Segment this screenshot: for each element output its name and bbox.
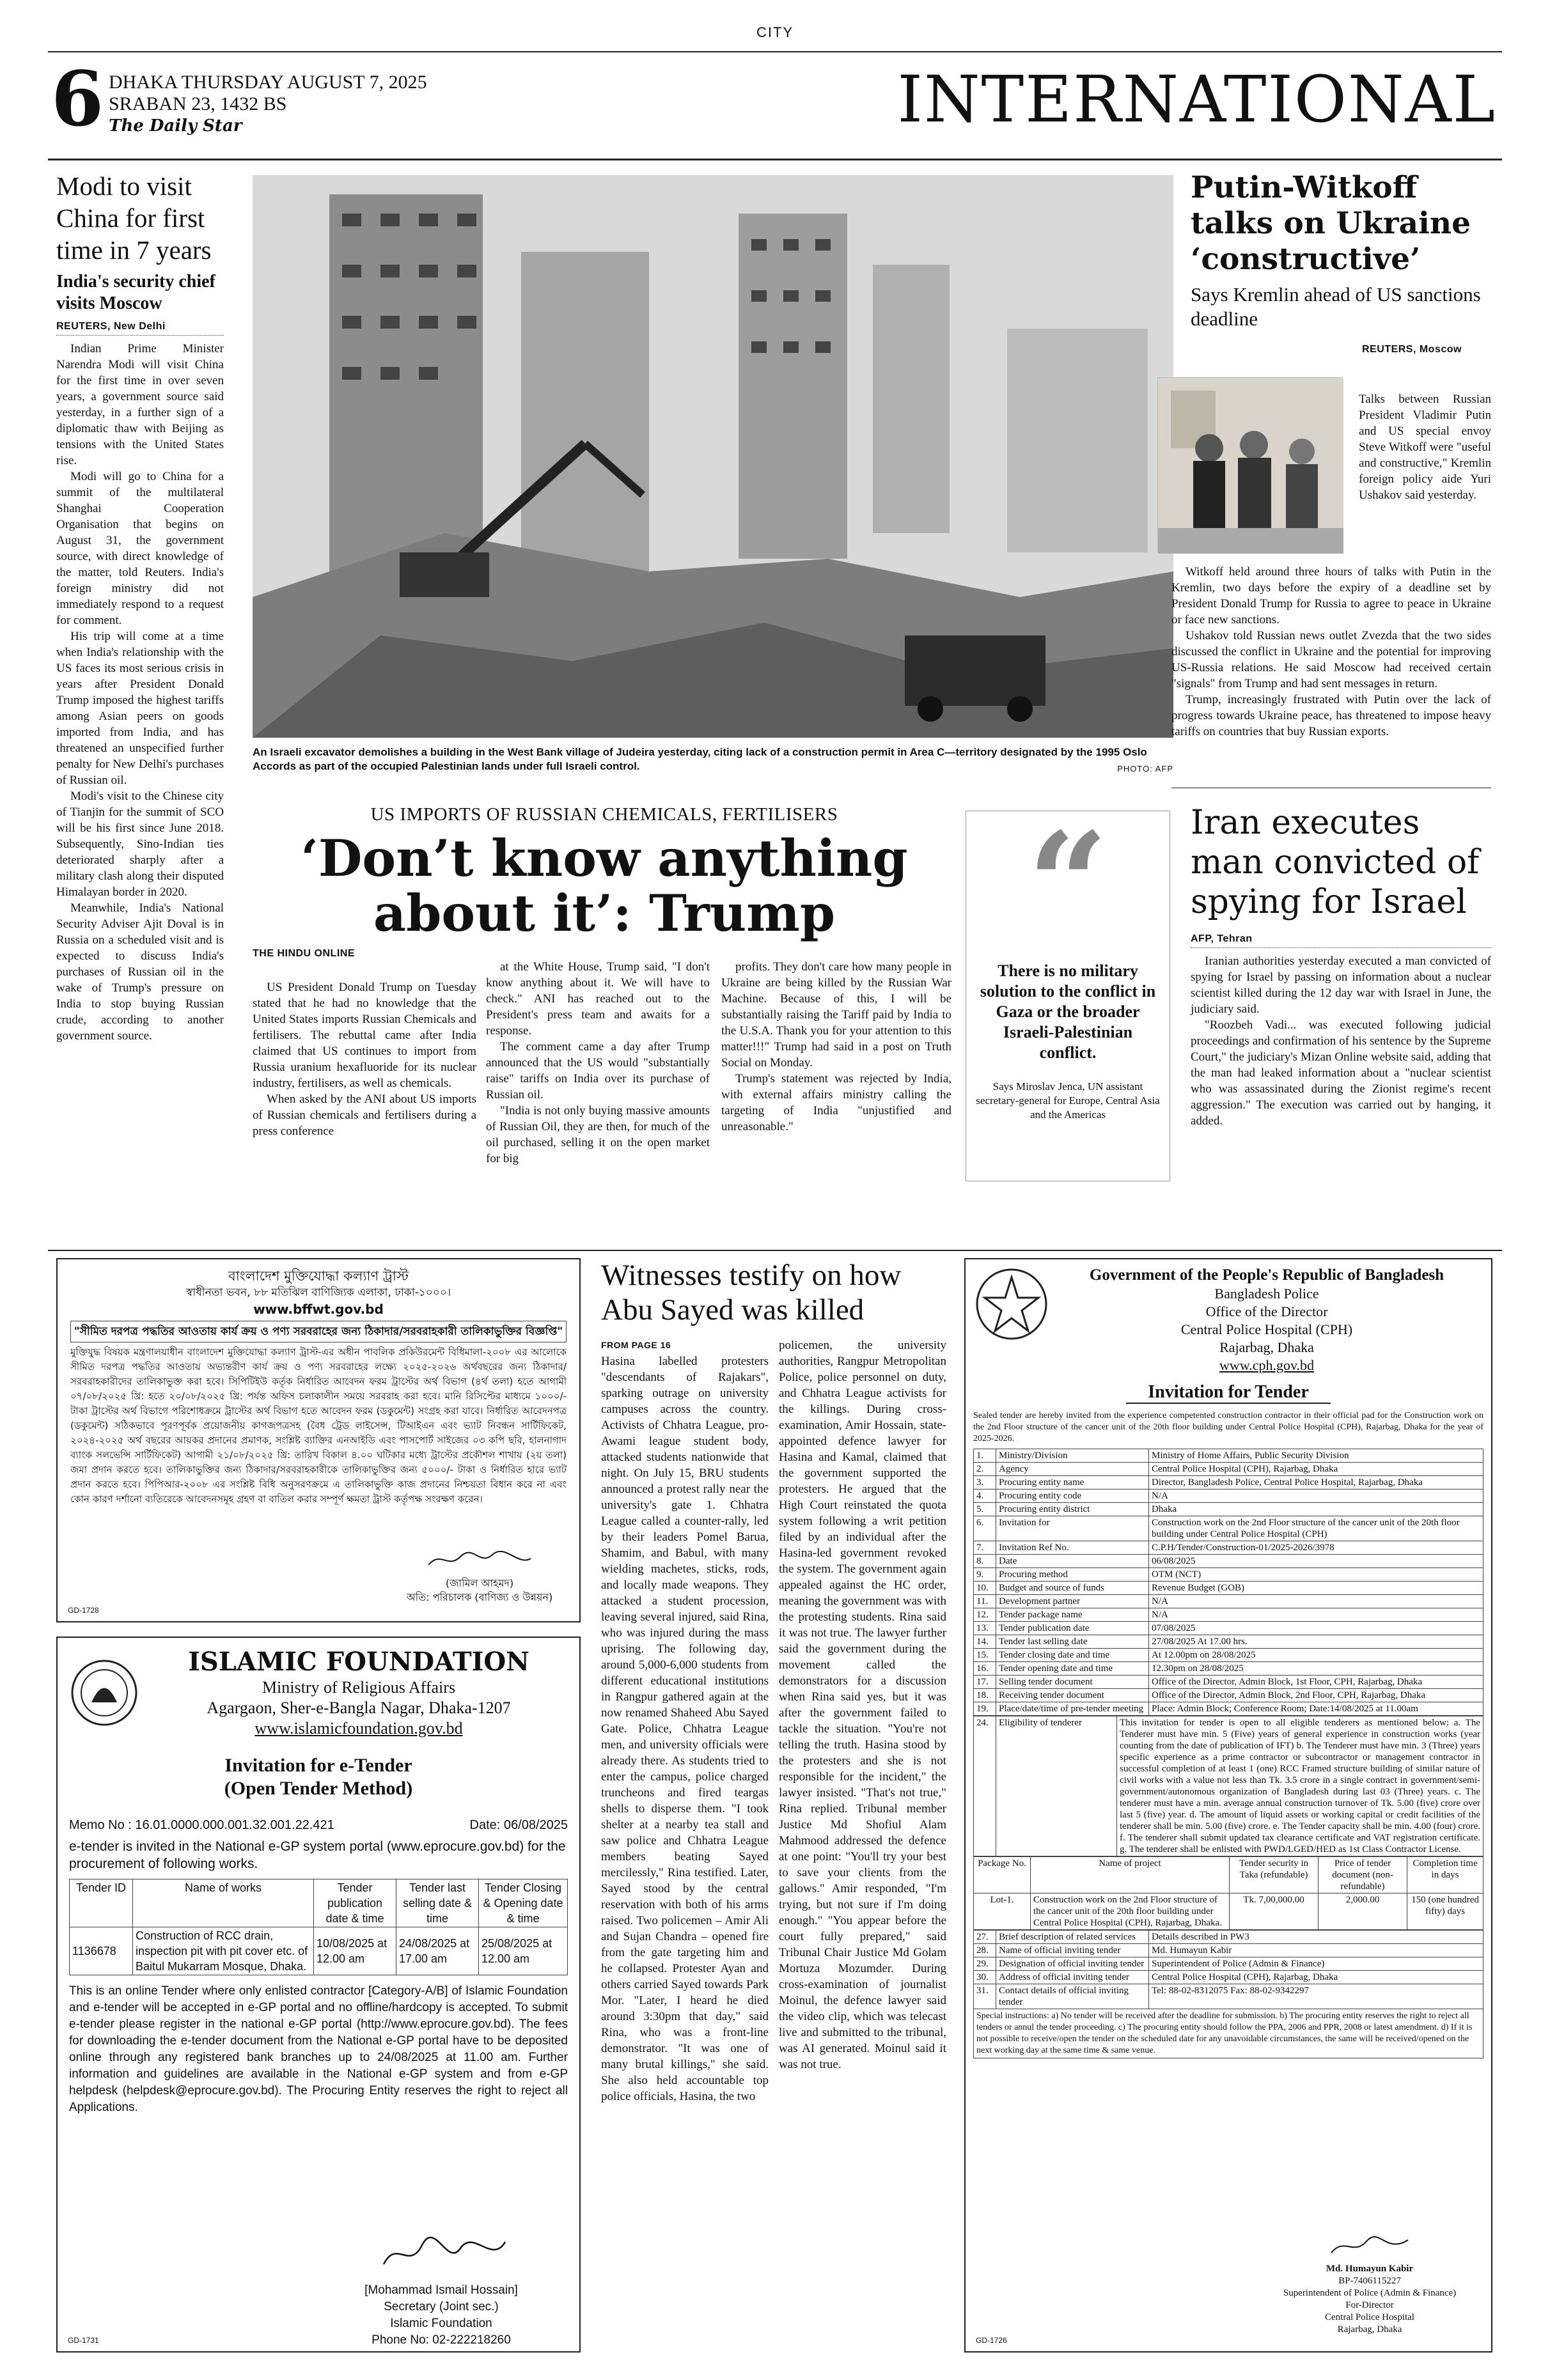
table-cell: 24/08/2025 at 17.00 am	[396, 1927, 479, 1975]
table-cell: 10/08/2025 at 12.00 am	[314, 1927, 396, 1975]
row-label: Agency	[996, 1463, 1149, 1476]
putin-body	[1171, 564, 1491, 740]
paragraph: Talks between Russian President Vladimir Putin and US special envoy Steve Witkoff were "useful and constructive," Kremlin foreign policy aide Yuri Ushakov said yesterday.	[1359, 393, 1491, 502]
ad-place: Rajarbag, Dhaka	[1219, 1339, 1314, 1355]
paragraph: Modi's visit to the Chinese city of Tianjin for the summit of SCO will be his first since June 2018. Subsequently, Sino-Indian ties deteriorated sharply after a military clash along their disputed Himalayan border in 2020.	[56, 789, 224, 899]
ad-police-hospital	[964, 1258, 1492, 2353]
sig-place: Rajarbag, Dhaka	[1337, 2324, 1402, 2335]
row-label: Date	[996, 1555, 1149, 1568]
row-label: Ministry/Division	[996, 1449, 1149, 1463]
quote-text: There is no military solution to the conflict in Gaza or the broader Israeli-Palestinian conflict.	[980, 961, 1156, 1062]
row-label: Place/date/time of pre-tender meeting	[996, 1702, 1149, 1716]
header-rule	[48, 159, 1502, 160]
row-label: Procuring entity name	[996, 1476, 1149, 1489]
ad-website: www.islamicfoundation.gov.bd	[254, 1719, 463, 1738]
table-header: Tender Closing & Opening date & time	[479, 1879, 568, 1927]
trump-column-2	[486, 959, 710, 1167]
table-header: Completion time in days	[1407, 1857, 1483, 1894]
table-row	[974, 1984, 1483, 2009]
sig-bp: BP-7406115227	[1338, 2276, 1401, 2286]
table-row	[974, 1541, 1483, 1555]
table-row	[974, 1555, 1483, 1568]
row-value: Ministry of Home Affairs, Public Security Division	[1149, 1449, 1483, 1463]
table-row	[974, 1702, 1483, 1716]
headline-line-2: about it’: Trump	[373, 883, 836, 943]
top-rule	[48, 51, 1502, 52]
article-byline: AFP, Tehran	[1191, 933, 1253, 944]
paragraph: Hasina labelled protesters "descendants of Rajakars", sparking outrage on university campuses across the country. Activists of Chhatra League, pro-Awami league student body, attacked students nationwide that night. On July 15, BRU students announced a protest rally near the university's gate 1. Chhatra League called a counter-rally, led by their leaders Pomel Barua, Shamim, and Babul, with many wielding machetes, sticks, rods, and locally made weapons. They attacked a student procession, leaving several injured, said Rina, who was injured during the mass uprising. The following day, around 5,000-6,000 students from different educational institutions in Rangpur gathered again at the now renamed Shaheed Abu Sayed Gate. Police, Chhatra League men, and university officials were already there. As students tried to enter the campus, police charged truncheons and fired teargas shells to disperse them. "I took shelter at a nearby tea stall and saw police and Chhatra League members beating Sayed mercilessly," Rina testified. Later, Sayed stood by the central reservation with both of his arms raised. Two policemen – Amir Ali and Sujan Chandra – opened fire from the gate targeting him and he collapsed. Protester Ayan and others carried Sayed towards Park Mor. "Later, I heard he died around 3:30pm that day," said Rina, who was a front-line demonstrator. "It was one of many brutal killings," she said. She also held accountable top police officials, Hasina, the two	[601, 1355, 769, 2103]
lower-section-rule	[48, 1250, 1502, 1251]
table-row	[974, 1449, 1483, 1463]
ad-islamic-foundation	[56, 1637, 581, 2353]
table-row	[974, 1463, 1483, 1476]
paragraph: The comment came a day after Trump announced that the US would "substantially raise" tariffs on India over its purchase of Russian oil.	[486, 1040, 710, 1101]
paragraph: US President Donald Trump on Tuesday stated that he had no knowledge that the United States imports Russian Chemicals and fertilisers. The rebuttal came after India claimed that US continues to import from Russia uranium hexafluoride for its nuclear industry, fertilisers, as well as chemicals.	[253, 981, 476, 1090]
quote-attribution: Says Miroslav Jenca, UN assistant secretary-general for Europe, Central Asia and the Americas	[976, 1080, 1160, 1121]
row-value: At 12.00pm on 28/08/2025	[1149, 1649, 1483, 1662]
article-title: Iran executes man convicted of spying for Israel	[1191, 804, 1480, 921]
ad-intro: e-tender is invited in the National e-GP system portal (www.eprocure.gov.bd) for the procurement of following works.	[69, 1839, 566, 1871]
photo-credit: PHOTO: AFP	[1117, 764, 1173, 774]
paragraph: policemen, the university authorities, Rangpur Metropolitan Police, police personnel on duty, and Chhatra League activists for the killings. During cross-examination, Amir Hossain, state-appointed defence lawyer for Hasina and Kamal, claimed that the government supported the protesters. He argued that the High Court reinstated the quota system following a writ petition filed by an individual after the Hasina-led government revoked the system. The government again appealed against the HC order, meaning the government was with the protesting students. Rina said it was not true. The lawyer further said the government during the movement called the demonstrators for a discussion when Rina said yes, but it was after the government failed to tackle the situation. "You're not telling the truth. Hasina stood by the protesters and she is not responsible for the incident," the lawyer insisted. "That's not true," Rina replied. Tribunal member Justice Md Shofiul Alam Mahmood addressed the defence at one point: "You'll try your best to save your clients from the gallows." Amir responded, "I'm trying, but not sure if I'm doing enough." "You appear before the court fully prepared," said Tribunal Chair Justice Md Golam Mortuza Mozumder. During cross-examination of journalist Moinul, the defence lawyer said the video clip, which was telecast live and submitted to the tribunal, was AI generated. Moinul said it was not true.	[779, 1339, 946, 2071]
meeting-photo-illustration	[1158, 378, 1343, 554]
ad-heading: "সীমিত দরপত্র পদ্ধতির আওতায় কার্য ক্রয় ও পণ্য সরবরাহের জন্য ঠিকাদার/সরবরাহকারী তালিকাভুক্তির বিজ্ঞপ্তি"	[70, 1321, 567, 1342]
ad-bangla-trust	[56, 1258, 581, 1622]
row-number: 24.	[974, 1716, 996, 1856]
table-row	[974, 1635, 1483, 1649]
paragraph: Witkoff held around three hours of talks with Putin in the Kremlin, two days before the expiry of a deadline set by President Donald Trump for Russia to agree to peace in Ukraine or face new sanctions.	[1171, 565, 1491, 626]
section-label-city: CITY	[756, 24, 794, 40]
table-row	[974, 1894, 1483, 1930]
table-header: Price of tender document (non-refundable)	[1319, 1857, 1407, 1894]
row-value: Revenue Budget (GOB)	[1149, 1582, 1483, 1595]
row-number: 13.	[974, 1622, 996, 1635]
table-cell: 1136678	[70, 1927, 133, 1975]
sig-name: Md. Humayun Kabir	[1326, 2264, 1414, 2274]
trump-column-1	[253, 979, 476, 1139]
row-label: Contact details of official inviting tender	[996, 1984, 1149, 2009]
table-header: Tender security in Taka (refundable)	[1230, 1857, 1319, 1894]
gd-code: GD-1726	[976, 2336, 1007, 2345]
sig-title: Secretary (Joint sec.)	[384, 2300, 499, 2314]
table-header-row	[70, 1879, 568, 1927]
ad-address: স্বাধীনতা ভবন, ৮৮ মতিঝিল বাণিজ্যিক এলাকা, ঢাকা-১০০০।	[185, 1286, 451, 1299]
row-number: 18.	[974, 1689, 996, 1702]
row-number: 14.	[974, 1635, 996, 1649]
article-title: Modi to visit China for first time in 7 years	[56, 171, 212, 265]
table-cell: 25/08/2025 at 12.00 am	[479, 1927, 568, 1975]
table-row	[974, 1622, 1483, 1635]
ad-title: Invitation for Tender	[1126, 1382, 1331, 1404]
article-iran	[1191, 803, 1491, 1129]
paragraph: Meanwhile, India's National Security Adviser Ajit Doval is in Russia on a scheduled visit and is expected to discuss India's purchases of Russian oil in the wake of Trump's pressure on India to stop buying Russian crude, according to another government source.	[56, 901, 224, 1043]
table-row	[974, 1662, 1483, 1676]
table-header: Tender publication date & time	[314, 1879, 396, 1927]
eligibility-text: This invitation for tender is open to all eligible tenderers as mentioned below: a. The Tenderer must have min. 5 (Five) years of general experience in construction works (year counting from the date of publication of IFT) b. The Tenderer must have min. 3 (Three) years specific experience as a prime contractor or subcontractor or management contractor in successful completion of at least 1 (one) RCC Framed structure building of similar nature of civil works with a value not less than Tk. 3.5 crore in a single contract in government/semi-government/autonomous organization of Bangladesh during last 03 (Three) years. c. The tenderer must have a min. average annual construction turnover of Tk. 5.00 (five) crore over last 5 (five) year. d. The amount of liquid assets or working capital or credit facilities of the tenderer shall be min. 5.00 (five) crore. e. The Tender capacity shall be min. 4.00 (four) crore. f. The tenderer shall submit updated tax clearance certificate and VAT registration certificate. g. The tenderer shall be enlisted with PWD/LGED/HED as 1st Class Contractor License.	[1117, 1716, 1483, 1856]
official-table	[973, 1930, 1483, 2009]
table-row	[974, 1489, 1483, 1503]
article-trump	[253, 804, 956, 960]
row-label: Procuring entity code	[996, 1489, 1149, 1503]
row-value: 07/08/2025	[1149, 1622, 1483, 1635]
memo-date: Date: 06/08/2025	[469, 1818, 568, 1832]
ad-gov: Government of the People's Republic of Bangladesh	[1089, 1266, 1444, 1284]
ad-org-name: বাংলাদেশ মুক্তিযোদ্ধা কল্যাণ ট্রাস্ট	[228, 1268, 409, 1284]
table-cell: Construction of RCC drain, inspection pit with pit cover etc. of Baitul Mukarram Mosque, Dhaka.	[133, 1927, 314, 1975]
memo-number: Memo No : 16.01.0000.000.001.32.001.22.421	[69, 1818, 334, 1832]
table-header: Tender last selling date & time	[396, 1879, 479, 1927]
row-value: Tel: 88-02-8312075 Fax: 88-02-9342297	[1149, 1984, 1483, 2009]
table-header: Name of project	[1031, 1857, 1230, 1894]
row-value: N/A	[1149, 1595, 1483, 1608]
row-value: Office of the Director, Admin Block, 2nd Floor, CPH, Rajarbag, Dhaka	[1149, 1689, 1483, 1702]
ad-method: (Open Tender Method)	[224, 1778, 413, 1799]
paragraph: Indian Prime Minister Narendra Modi will visit China for the first time in over seven years, a government source said yesterday, in a further sign of a diplomatic thaw with Beijing as tensions with the United States rise.	[56, 342, 224, 467]
row-label: Procuring entity district	[996, 1503, 1149, 1516]
row-label: Designation of official inviting tender	[996, 1957, 1149, 1971]
row-value: 06/08/2025	[1149, 1555, 1483, 1568]
ad-ministry: Ministry of Religious Affairs	[262, 1678, 456, 1697]
ad-org-name: ISLAMIC FOUNDATION	[188, 1647, 529, 1677]
row-label: Development partner	[996, 1595, 1149, 1608]
putin-witkoff-photo	[1157, 377, 1343, 553]
signature-scribble	[422, 1547, 537, 1573]
islamic-foundation-logo	[69, 1658, 139, 1728]
row-label: Receiving tender document	[996, 1689, 1149, 1702]
row-number: 19.	[974, 1702, 996, 1716]
row-number: 6.	[974, 1516, 996, 1541]
row-number: 11.	[974, 1595, 996, 1608]
row-number: 3.	[974, 1476, 996, 1489]
table-row	[974, 1503, 1483, 1516]
putin-lead-column	[1359, 391, 1491, 503]
gd-code: GD-1728	[68, 1606, 99, 1615]
paragraph: His trip will come at a time when India's relationship with the US faces its most serious crisis in years after President Donald Trump imposed the highest tariffs among Asian peers on goods imported from India, and has threatened an unspecified further penalty for New Delhi's purchases of Russian oil.	[56, 630, 224, 787]
row-value: Place: Admin Block; Conference Room; Date:14/08/2025 at 11.00am	[1149, 1702, 1483, 1716]
row-label: Brief description of related services	[996, 1931, 1149, 1944]
article-byline: REUTERS, New Delhi	[56, 321, 166, 332]
table-row	[974, 1944, 1483, 1957]
sig-org: Islamic Foundation	[390, 2317, 492, 2330]
row-number: 15.	[974, 1649, 996, 1662]
special-instructions: Special instructions: a) No tender will be received after the deadline for submission. b) The procuring entity reserves the right to reject all tenders or annul the tender proceeding. c) The procuring entity should follow the PPA, 2006 and PPR, 2008 or latest amendment. d) If it is not possible to receive/open the tender on the scheduled date for any unavoidable circumstances, the same will be received/opened on the next working day at the same time & same venue.	[973, 2009, 1483, 2058]
article-title: Putin-Witkoff talks on Ukraine ‘constructive’	[1191, 170, 1471, 277]
row-label: Selling tender document	[996, 1676, 1149, 1689]
photo-caption	[253, 745, 1173, 776]
ad-office: Office of the Director	[1205, 1303, 1328, 1319]
article-title: Witnesses testify on how Abu Sayed was killed	[601, 1259, 902, 1326]
row-value: Construction work on the 2nd Floor structure of the cancer unit of the 20th floor building under Central Police Hospital (CPH)	[1149, 1516, 1483, 1541]
row-label: Tender closing date and time	[996, 1649, 1149, 1662]
paragraph: at the White House, Trump said, "I don't know anything about it. We will have to check." ANI has reached out to the President's press team and awaits for a response.	[486, 960, 710, 1038]
row-number: 16.	[974, 1662, 996, 1676]
section-title: INTERNATIONAL	[897, 62, 1496, 137]
table-cell: Lot-1.	[974, 1894, 1031, 1930]
sig-title: Superintendent of Police (Admin & Finance)	[1283, 2288, 1457, 2298]
masthead-logo: The Daily Star	[109, 116, 242, 136]
row-label: Invitation Ref No.	[996, 1541, 1149, 1555]
table-header: Package No.	[974, 1857, 1031, 1894]
row-label: Tender publication date	[996, 1622, 1149, 1635]
row-value: 12.30pm on 28/08/2025	[1149, 1662, 1483, 1676]
paragraph: When asked by the ANI about US imports of Russian chemicals and fertilisers during a press conference	[253, 1093, 476, 1138]
table-row	[974, 1582, 1483, 1595]
table-cell: 2,000.00	[1319, 1894, 1407, 1930]
article-modi	[56, 170, 224, 1044]
row-value: Details described in PW3	[1149, 1931, 1483, 1944]
table-row	[974, 1716, 1483, 1856]
dateline-date: DHAKA THURSDAY AUGUST 7, 2025	[109, 72, 427, 93]
row-number: 29.	[974, 1957, 996, 1971]
row-label: Tender last selling date	[996, 1635, 1149, 1649]
table-row	[974, 1676, 1483, 1689]
paragraph: Ushakov told Russian news outlet Zvezda that the two sides discussed the conflict in Ukraine and the potential for improving US-Russia relations. He said Moscow had received certain "signals" from Trump and had sent messages in return.	[1171, 629, 1491, 690]
row-value: Superintendent of Police (Admin & Finance)	[1149, 1957, 1483, 1971]
ad-intro: Sealed tender are hereby invited from the experience competented construction contractor in their official pad for the Construction work on the 2nd Floor structure of the cancer unit of the 20th floor building under Central Police Hospital (CPH), Rajarbag, Dhaka for the year of 2025-2026.	[973, 1411, 1483, 1443]
row-value: Dhaka	[1149, 1503, 1483, 1516]
row-number: 2.	[974, 1463, 996, 1476]
paragraph: Trump's statement was rejected by India, with external affairs ministry calling the targeting of India "unjustified and unreasonable."	[721, 1072, 951, 1133]
row-value: Central Police Hospital (CPH), Rajarbag, Dhaka	[1149, 1463, 1483, 1476]
eligibility-table	[973, 1716, 1483, 1856]
ad-website: www.cph.gov.bd	[1219, 1357, 1315, 1373]
dateline-bangla-date: SRABAN 23, 1432 BS	[109, 93, 287, 114]
table-cell: 150 (one hundred fifty) days	[1407, 1894, 1483, 1930]
row-label: Tender opening date and time	[996, 1662, 1149, 1676]
row-label: Tender package name	[996, 1608, 1149, 1622]
row-number: 17.	[974, 1676, 996, 1689]
table-row	[974, 1931, 1483, 1944]
table-header: Tender ID	[70, 1879, 133, 1927]
row-label: Address of official inviting tender	[996, 1971, 1149, 1984]
row-number: 28.	[974, 1944, 996, 1957]
table-header: Name of works	[133, 1879, 314, 1927]
ad-body: মুক্তিযুদ্ধ বিষয়ক মন্ত্রণালয়াধীন বাংলাদেশ মুক্তিযোদ্ধা কল্যাণ ট্রাস্ট-এর অধীন পাবলিক প্রকিউরমেন্ট বিধিমালা-২০০৮ এর আলোকে সীমিত দরপত্র পদ্ধতির আওতায় অভ্যন্তরীণ কার্য ক্রয় ও পণ্য সরবরাহের লক্ষ্যে ২০২৫-২০২৬ অর্থবছরের জন্য ঠিকাদার/সরবরাহকারীদের তালিকাভুক্ত করা হবে। সিপিটিইউ কর্তৃক নির্ধারিত আবেদন ফরম ট্রাস্টের অর্থ বিভাগ (৪র্থ তলা) হতে আগামী ০৭/০৮/২০২৫ খ্রি: হতে ২০/০৮/২০২৫ খ্রি: পর্যন্ত অফিস চলাকালীন সময়ে সরবরাহ করা হবে। মানি রিসিপ্টের মাধ্যমে ১০০০/- টাকা ট্রাস্টের অর্থ বিভাগে পরিশোধক্রমে ট্রাস্টের অর্থ বিভাগ হতে আবেদন ফরম (ডকুমেন্ট) সংগ্রহ করা যাবে। নির্ধারিত আবেদনপত্র (ডকুমেন্ট) সঠিকভাবে পূরণপূর্বক প্রয়োজনীয় কাগজপত্রসহ (বৈধ ট্রেড লাইসেন্স, টিআইএন এবং ভ্যাট নিবন্ধন সার্টিফিকেট, ২০২৪-২০২৫ অর্থ বছরের আয়কর প্রদানের প্রমাণক, সংশ্লিষ্ট ব্যাক্তির এনআইডি এবং পাসপোর্ট সাইজের ০৩ কপি ছবি, হালনাগাদ ব্যাংক সলভেন্সি সার্টিফিকেট) আগামী ২১/০৮/২০২৫ খ্রি: তারিখ বিকাল ৪.০০ ঘটিকার মধ্যে ট্রাস্টের প্রকৌশল শাখায় (২য় তলা) জমা প্রদান করতে হবে। তালিকাভুক্তির জন্য ঠিকাদার/সরবরাহকারীকে তালিকাভুক্তির জন্য ৫০০০/- টাকা ও নির্ধারিত হারে ভ্যাট প্রদান করতে হবে। পিপিআর-২০০৮ এর সংশ্লিষ্ট বিধি অনুসরণক্রমে এ তালিকাভুক্তি কাজ প্রদানের নিশ্চয়তা বিধান করে না এবং কোন কারণ দর্শানো ব্যতিরেকে আবেদনসমূহ গ্রহণ বা বাতিল করার সম্পূর্ণ ক্ষমতা ট্রাস্ট কর্তৃপক্ষ সংরক্ষণ করেন।	[70, 1346, 567, 1505]
article-subtitle: India's security chief visits Moscow	[56, 272, 215, 313]
row-number: 27.	[974, 1931, 996, 1944]
sig-phone: Phone No: 02-222218260	[372, 2333, 511, 2347]
table-row	[974, 1649, 1483, 1662]
paragraph: profits. They don't care how many people in Ukraine are being killed by the Russian War Machine. Because of this, I will be substantially raising the Tariff paid by India to the U.S.A. Thank you for your attention to this matter!!!" Trump had said in a post on Truth Social on Monday.	[721, 960, 951, 1069]
ad-invitation: Invitation for e-Tender	[224, 1755, 412, 1776]
paragraph: Modi will go to China for a summit of the multilateral Shanghai Cooperation Organisation that begins on August 31, the government source, with direct knowledge of the matter, told Reuters. India's foreign ministry did not immediately respond to a request for comment.	[56, 470, 224, 627]
article-witness	[601, 1258, 946, 1327]
row-number: 12.	[974, 1608, 996, 1622]
row-label: Procuring method	[996, 1568, 1149, 1582]
row-value: N/A	[1149, 1608, 1483, 1622]
sig-name: [Mohammad Ismail Hossain]	[364, 2283, 518, 2297]
row-value: Central Police Hospital (CPH), Rajarbag, Dhaka	[1149, 1971, 1483, 1984]
paragraph: "India is not only buying massive amounts of Russian Oil, they are then, for much of the oil purchased, selling it on the open market for big	[486, 1104, 710, 1165]
table-header-row	[974, 1857, 1483, 1894]
table-cell: Tk. 7,00,000.00	[1230, 1894, 1319, 1930]
row-number: 7.	[974, 1541, 996, 1555]
row-number: 31.	[974, 1984, 996, 2009]
row-number: 1.	[974, 1449, 996, 1463]
ad-address: Agargaon, Sher-e-Bangla Nagar, Dhaka-1207	[207, 1699, 511, 1717]
table-row	[974, 1957, 1483, 1971]
main-photo	[253, 175, 1173, 738]
row-number: 4.	[974, 1489, 996, 1503]
row-number: 9.	[974, 1568, 996, 1582]
row-label: Invitation for	[996, 1516, 1149, 1541]
article-kicker: US IMPORTS OF RUSSIAN CHEMICALS, FERTILISERS	[370, 804, 838, 825]
dateline	[109, 72, 427, 137]
paragraph: Trump, increasingly frustrated with Putin over the lack of progress towards Ukraine peace, has threatened to impose heavy tariffs on countries that buy Russian exports.	[1171, 693, 1491, 738]
jump-line: FROM PAGE 16	[601, 1340, 671, 1350]
row-value: Md. Humayun Kabir	[1149, 1944, 1483, 1957]
row-number: 30.	[974, 1971, 996, 1984]
demolition-photo-illustration	[253, 175, 1173, 738]
row-value: Office of the Director, Admin Block, 1st Floor, CPH, Rajarbag, Dhaka	[1149, 1676, 1483, 1689]
trump-column-3	[721, 959, 951, 1135]
article-body	[56, 341, 224, 1044]
row-label: Name of official inviting tender	[996, 1944, 1149, 1957]
table-row	[974, 1608, 1483, 1622]
row-value: OTM (NCT)	[1149, 1568, 1483, 1582]
article-body	[1191, 953, 1491, 1129]
table-row	[974, 1516, 1483, 1541]
signature-scribble	[1325, 2234, 1414, 2259]
eligibility-label: Eligibility of tenderer	[996, 1716, 1117, 1856]
row-number: 8.	[974, 1555, 996, 1568]
row-value: Director, Bangladesh Police, Central Police Hospital, Rajarbag, Dhaka	[1149, 1476, 1483, 1489]
tender-info-table	[973, 1449, 1483, 1716]
table-row	[974, 1689, 1483, 1702]
works-table	[973, 1856, 1483, 1930]
ad-hospital: Central Police Hospital (CPH)	[1180, 1321, 1353, 1337]
row-label: Budget and source of funds	[996, 1582, 1149, 1595]
sig-for: For-Director	[1345, 2300, 1394, 2310]
row-number: 5.	[974, 1503, 996, 1516]
witness-column-2	[779, 1337, 946, 2073]
ad-website: www.bffwt.gov.bd	[253, 1302, 384, 1317]
paragraph: "Roozbeh Vadi... was executed following judicial proceedings and confirmation of his sentence by the Supreme Court," the judiciary's Mizan Online website said, adding that the man had leaked information about a "nuclear scientist who was assassinated during the Zionist regime's recent aggression." The execution was carried out by hanging, it added.	[1191, 1018, 1491, 1128]
sig-name: (জামিল আহমদ)	[445, 1577, 514, 1589]
page-number: 6	[51, 54, 104, 143]
gd-code: GD-1731	[68, 2336, 99, 2345]
article-putin	[1191, 170, 1491, 355]
paragraph: Iranian authorities yesterday executed a man convicted of spying for Israel by passing on information about a nuclear scientist killed during the 12 day war with Israel in June, the judiciary said.	[1191, 954, 1491, 1016]
witness-column-1	[601, 1337, 769, 2104]
table-row	[70, 1927, 568, 1975]
table-row	[974, 1595, 1483, 1608]
quote-mark-icon: “	[1027, 801, 1109, 967]
sig-org: Central Police Hospital	[1325, 2312, 1414, 2322]
row-number: 10.	[974, 1582, 996, 1595]
table-cell: Construction work on the 2nd Floor structure of the cancer unit of the 20th floor building under Central Police Hospital (CPH), Rajarbag, Dhaka.	[1031, 1894, 1230, 1930]
row-value: N/A	[1149, 1489, 1483, 1503]
article-byline: THE HINDU ONLINE	[253, 948, 355, 959]
caption-text: An Israeli excavator demolishes a building in the West Bank village of Judeira yesterday, citing lack of a construction permit in Area C—territory designated by the 1995 Oslo Accords as part of the occupied Palestinian lands under full Israeli control.	[253, 746, 1147, 772]
ad-note: This is an online Tender where only enlisted contractor [Category-A/B] of Islamic Foundation and e-tender will be accepted in e-GP portal and no offline/hardcopy is accepted. To submit e-tender please register in the national e-GP portal (http://www.eprocure.gov.bd). The fees for downloading the e-tender document from the National e-GP portal have to be deposited online through any registered bank branches up to 24/08/2025 at 11.00 am. Further information and guidelines are available in the National e-GP system and from e-GP helpdesk (helpdesk@eprocure.gov.bd). The Procuring Entity reserves the right to reject all Applications.	[69, 1984, 568, 2114]
table-row	[974, 1476, 1483, 1489]
sig-title: অতি: পরিচালক (বাণিজ্য ও উন্নয়ন)	[406, 1591, 553, 1603]
table-row	[974, 1568, 1483, 1582]
police-emblem-logo	[973, 1266, 1050, 1342]
tender-table	[69, 1879, 568, 1975]
signature-scribble	[371, 2232, 512, 2277]
pull-quote	[966, 801, 1170, 1181]
ad-org: Bangladesh Police	[1214, 1286, 1319, 1302]
headline-line-1: ‘Don’t know anything	[301, 828, 908, 888]
article-byline: REUTERS, Moscow	[1362, 344, 1462, 355]
row-value: 27/08/2025 At 17.00 hrs.	[1149, 1635, 1483, 1649]
article-subtitle: Says Kremlin ahead of US sanctions deadline	[1191, 283, 1481, 330]
table-row	[974, 1971, 1483, 1984]
row-value: C.P.H/Tender/Construction-01/2025-2026/3978	[1149, 1541, 1483, 1555]
